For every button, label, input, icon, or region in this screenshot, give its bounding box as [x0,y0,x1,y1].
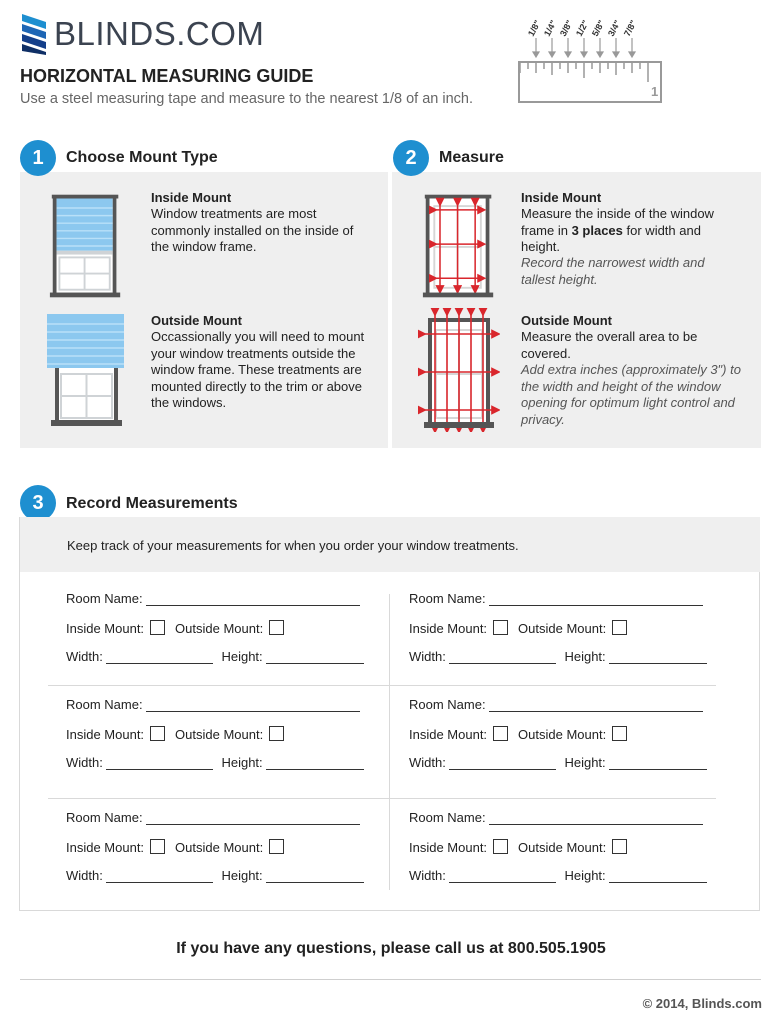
room-name-field[interactable] [489,593,703,606]
ruler-fraction: 1/2" [573,18,591,38]
height-field[interactable] [609,651,707,664]
height-label: Height: [221,649,263,664]
height-field[interactable] [266,757,364,770]
width-field[interactable] [106,651,213,664]
ruler-unit-label: 1 [651,84,659,99]
inside-mount-checkbox[interactable] [493,620,508,635]
step2-number: 2 [393,140,429,176]
room-name-field[interactable] [146,593,360,606]
width-field[interactable] [449,757,556,770]
record-entry [409,697,729,777]
inside-mount-checkbox[interactable] [493,726,508,741]
height-field[interactable] [266,651,364,664]
width-label: Width: [409,649,446,664]
outside-mount-label: Outside Mount: [175,621,264,636]
ruler-fraction: 3/4" [605,18,623,38]
step2-inside-text-b: for width and height. [521,222,701,254]
room-name-label: Room Name: [66,697,143,712]
step2-inside-text [521,206,741,256]
step2-inside-text-bold: 3 places [571,222,623,238]
outside-mount-window-icon [46,312,126,428]
inside-mount-label: Inside Mount: [66,840,145,855]
width-field[interactable] [106,757,213,770]
step1-outside-text: Occassionally you will need to mount your window treatments outside the window frame. These treatments are mounted directly to the trim or above the windows. [151,329,365,410]
outside-mount-checkbox[interactable] [612,620,627,635]
record-column-divider [389,594,390,890]
outside-mount-label: Outside Mount: [518,840,607,855]
height-field[interactable] [609,757,707,770]
width-label: Width: [409,755,446,770]
inside-mount-window-icon [48,190,124,302]
outside-mount-label: Outside Mount: [175,727,264,742]
width-label: Width: [66,868,103,883]
room-name-field[interactable] [146,812,360,825]
outside-mount-label: Outside Mount: [518,727,607,742]
inside-mount-checkbox[interactable] [493,839,508,854]
step2-outside-note: Add extra inches (approximately 3") to the width and height of the window opening for optimum light control and privacy. [521,362,741,427]
brand-name: BLINDS.COM [54,15,265,52]
record-row-divider [48,685,716,686]
inside-mount-checkbox[interactable] [150,726,165,741]
record-row-divider [48,798,716,799]
guide-subtitle: Use a steel measuring tape and measure to the nearest 1/8 of an inch. [20,91,473,107]
step1-inside-title: Inside Mount [151,190,232,205]
room-name-label: Room Name: [409,697,486,712]
room-name-field[interactable] [146,699,360,712]
step2-inside-note: Record the narrowest width and tallest height. [521,255,705,287]
outside-mount-checkbox[interactable] [612,726,627,741]
step1-number: 1 [20,140,56,176]
outside-mount-label: Outside Mount: [518,621,607,636]
width-label: Width: [66,755,103,770]
ruler-fraction: 1/8" [525,18,543,38]
outside-mount-checkbox[interactable] [269,726,284,741]
record-entry [409,591,729,671]
inside-mount-label: Inside Mount: [409,727,488,742]
height-label: Height: [221,755,263,770]
inside-mount-checkbox[interactable] [150,620,165,635]
record-entry [66,697,386,777]
width-field[interactable] [449,651,556,664]
height-field[interactable] [266,870,364,883]
outside-mount-label: Outside Mount: [175,840,264,855]
width-field[interactable] [106,870,213,883]
outside-mount-checkbox[interactable] [612,839,627,854]
room-name-label: Room Name: [66,591,143,606]
step2-outside-title: Outside Mount [521,313,612,328]
outside-mount-checkbox[interactable] [269,839,284,854]
width-label: Width: [66,649,103,664]
ruler-illustration [515,10,665,108]
inside-mount-label: Inside Mount: [66,621,145,636]
room-name-field[interactable] [489,699,703,712]
room-name-label: Room Name: [409,810,486,825]
ruler-fraction: 3/8" [557,18,575,38]
step1-title: Choose Mount Type [66,149,218,166]
inside-mount-label: Inside Mount: [409,840,488,855]
outside-measure-window-icon [418,308,500,432]
height-label: Height: [564,755,606,770]
inside-mount-checkbox[interactable] [150,839,165,854]
step2-outside-text: Measure the overall area to be covered. [521,329,698,361]
ruler-fraction: 5/8" [589,18,607,38]
ruler-fraction: 1/4" [541,18,559,38]
record-intro: Keep track of your measurements for when you order your window treatments. [67,538,519,553]
room-name-label: Room Name: [66,810,143,825]
room-name-field[interactable] [489,812,703,825]
step1-inside-text: Window treatments are most commonly installed on the inside of the window frame. [151,206,354,254]
width-field[interactable] [449,870,556,883]
inside-mount-label: Inside Mount: [409,621,488,636]
height-label: Height: [221,868,263,883]
record-entry [66,810,386,890]
step1-outside-title: Outside Mount [151,313,242,328]
step2-inside-title: Inside Mount [521,190,602,205]
outside-mount-checkbox[interactable] [269,620,284,635]
step2-inside-text-a: Measure the inside of the window frame in [521,206,714,238]
height-label: Height: [564,649,606,664]
step2-title: Measure [439,149,504,166]
step3-title: Record Measurements [66,495,238,512]
contact-phone-line: If you have any questions, please call us at 800.505.1905 [176,940,606,957]
width-label: Width: [409,868,446,883]
height-field[interactable] [609,870,707,883]
ruler-fraction: 7/8" [621,18,639,38]
copyright: © 2014, Blinds.com [642,996,762,1011]
step3-number: 3 [20,485,56,521]
height-label: Height: [564,868,606,883]
footer-divider [20,979,761,980]
room-name-label: Room Name: [409,591,486,606]
inside-mount-label: Inside Mount: [66,727,145,742]
record-entry [409,810,729,890]
inside-measure-window-icon [421,190,497,302]
guide-title: HORIZONTAL MEASURING GUIDE [20,66,314,86]
record-entry [66,591,386,671]
